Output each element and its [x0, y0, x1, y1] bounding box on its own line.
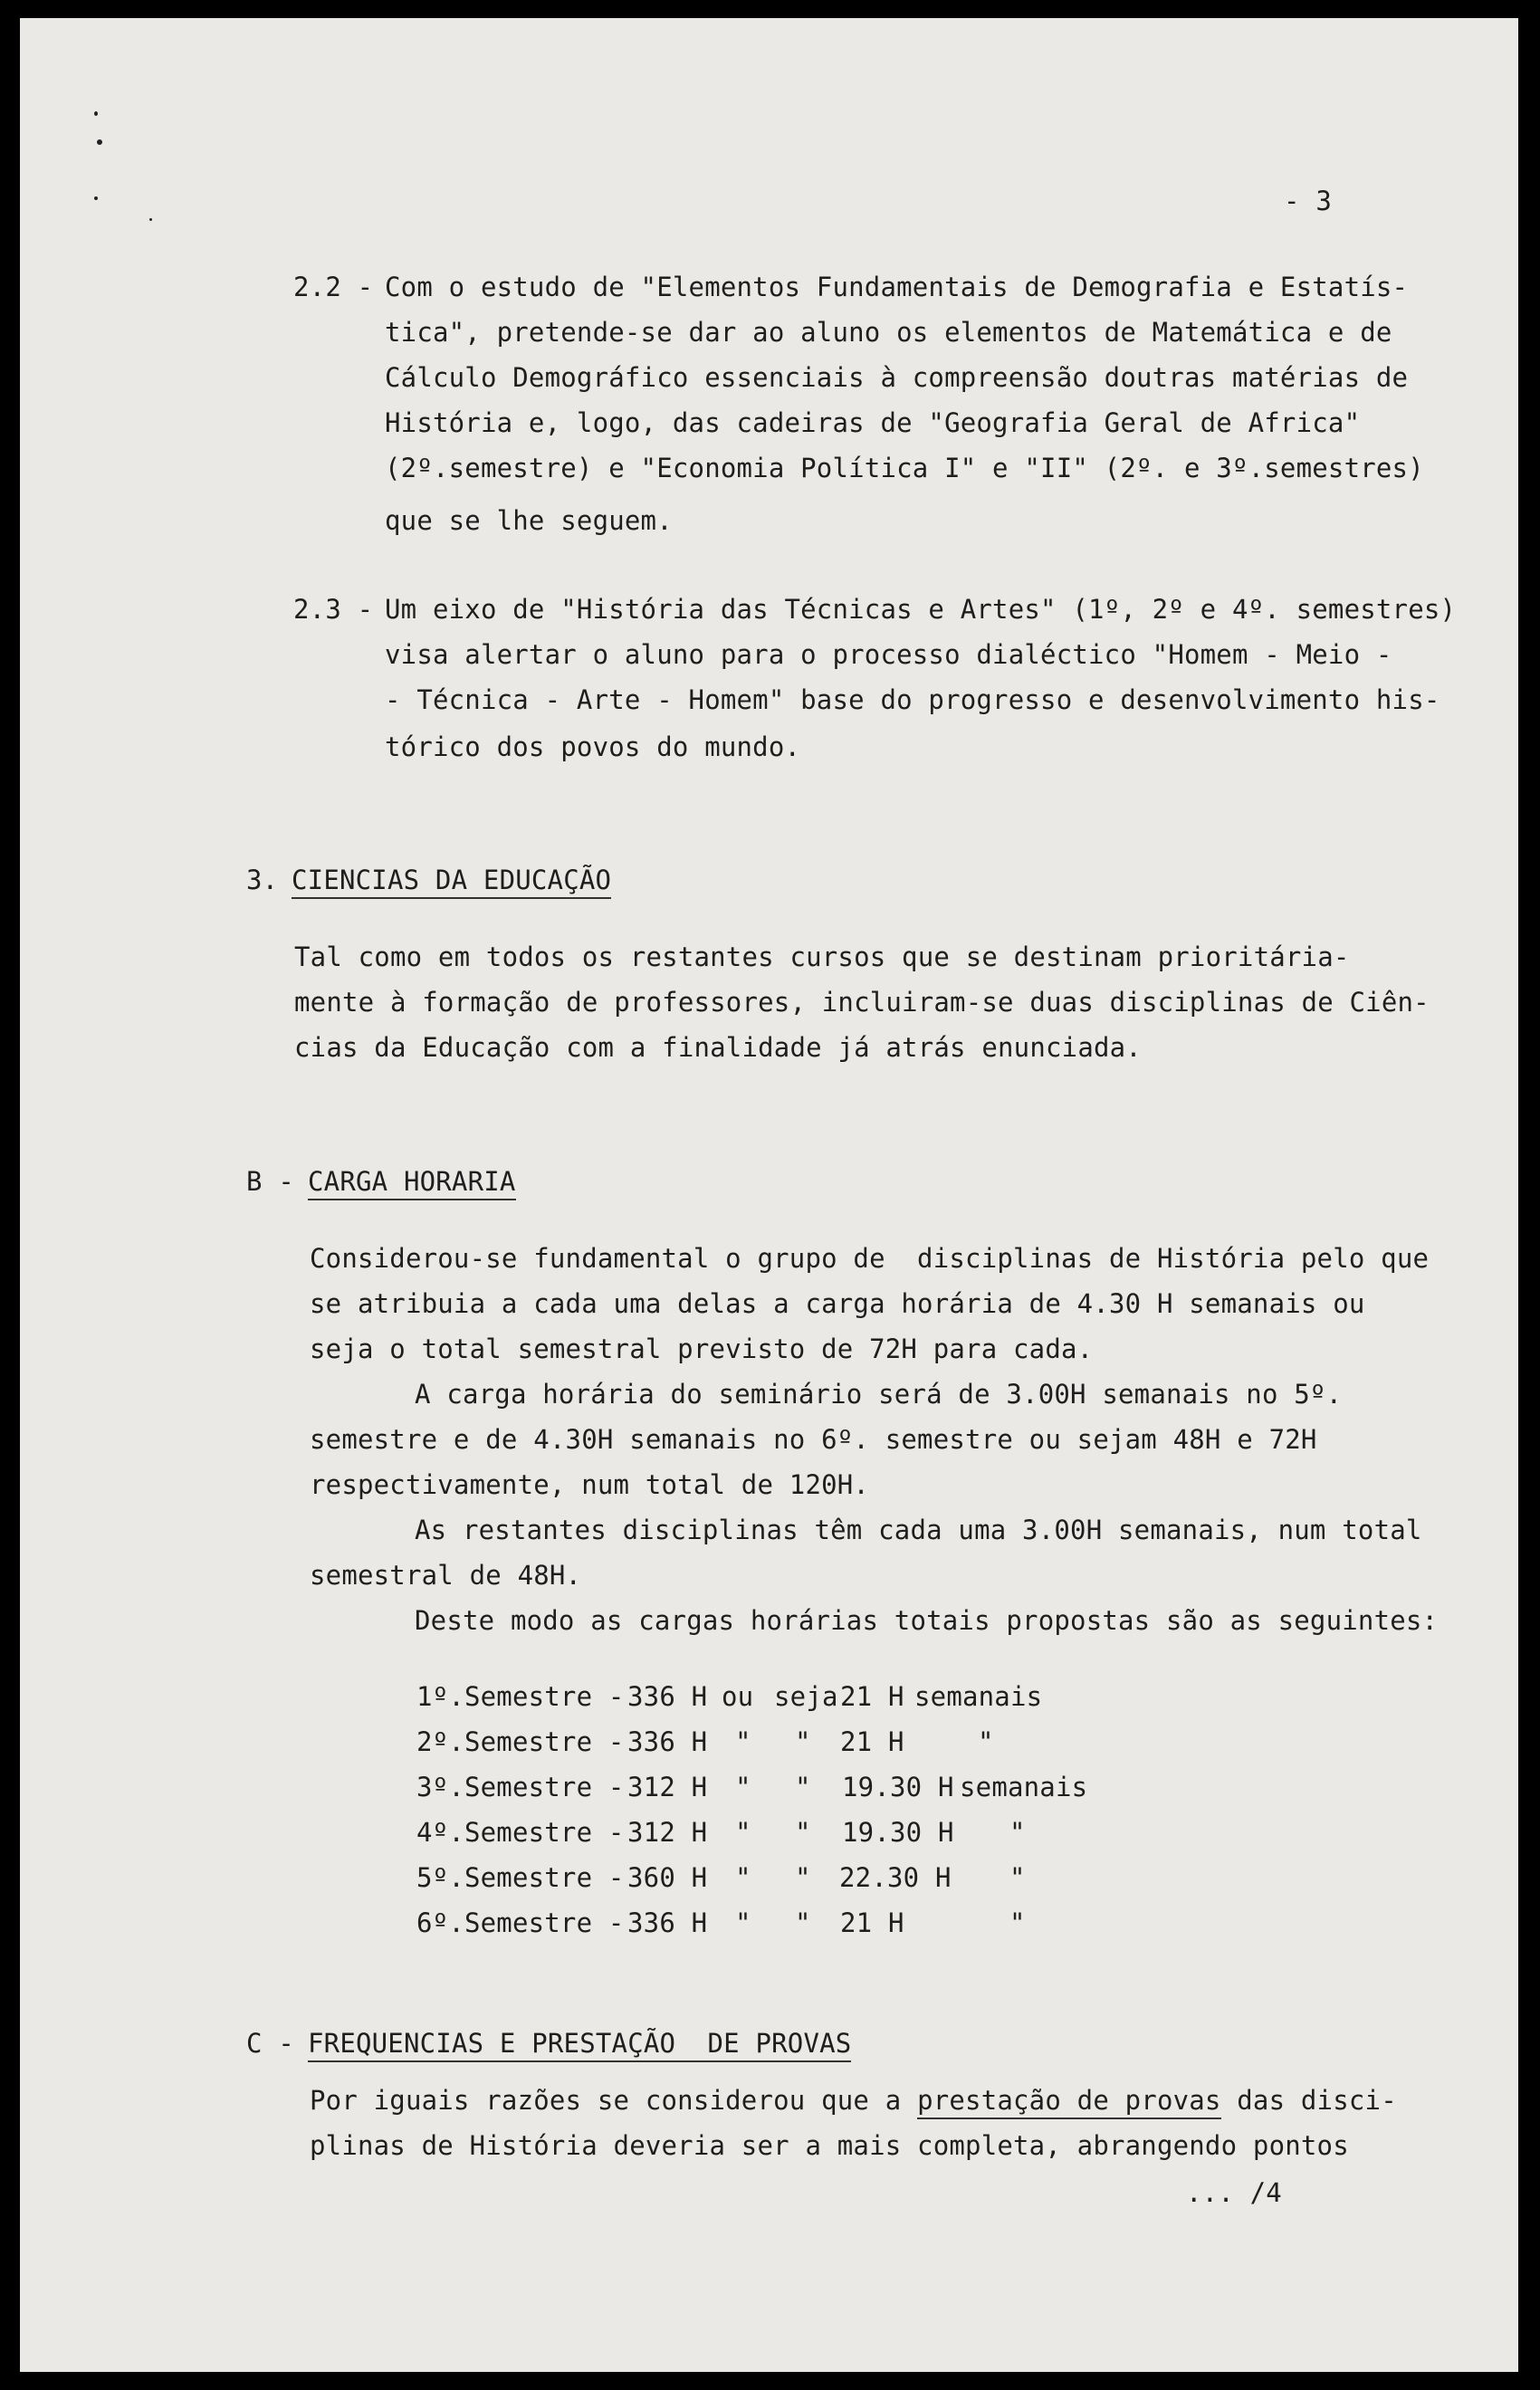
total-hours: 312 H [627, 1817, 708, 1848]
semester-name: 6º.Semestre - [416, 1907, 625, 1938]
paragraph-line: tórico dos povos do mundo. [385, 731, 801, 762]
weekly-hours: 22.30 H [839, 1862, 952, 1893]
semester-name: 4º.Semestre - [416, 1817, 625, 1848]
paragraph-line: Deste modo as cargas horárias totais propostas são as seguintes: [415, 1605, 1439, 1636]
section-b-heading: CARGA HORARIA [308, 1166, 516, 1200]
weekly-unit: " [1009, 1907, 1026, 1938]
weekly-hours: 19.30 H [842, 1772, 954, 1802]
continuation-marker: ... /4 [1186, 2177, 1282, 2208]
total-hours: 336 H [627, 1726, 708, 1757]
section-b-letter: B - [246, 1166, 294, 1197]
paragraph-line: plinas de História deveria ser a mais completa, abrangendo pontos [310, 2130, 1349, 2161]
section-3-heading: CIENCIAS DA EDUCAÇÃO [292, 865, 611, 899]
ditto-2: " [795, 1726, 811, 1757]
section-2-3-label: 2.3 - [293, 594, 374, 625]
semester-name: 1º.Semestre - [416, 1681, 625, 1712]
paragraph-line: Cálculo Demográfico essenciais à compreensão doutras matérias de [385, 362, 1409, 393]
weekly-hours: 19.30 H [842, 1817, 954, 1848]
paragraph-line: - Técnica - Arte - Homem" base do progresso e desenvolvimento his- [385, 684, 1440, 715]
ditto-1: " [735, 1772, 751, 1802]
paragraph-line: cias da Educação com a finalidade já atrás enunciada. [294, 1032, 1142, 1063]
section-c-letter: C - [246, 2028, 294, 2059]
weekly-hours: 21 H [840, 1907, 904, 1938]
ditto-2: seja [774, 1681, 838, 1712]
paragraph-line: tica", pretende-se dar ao aluno os elementos de Matemática e de [385, 317, 1392, 348]
paragraph-line: se atribuia a cada uma delas a carga horária de 4.30 H semanais ou [310, 1288, 1365, 1319]
semester-name: 2º.Semestre - [416, 1726, 625, 1757]
paper-speck [94, 111, 98, 116]
paper-speck [149, 218, 152, 221]
weekly-hours: 21 H [840, 1681, 904, 1712]
semester-name: 5º.Semestre - [416, 1862, 625, 1893]
paragraph-line: Um eixo de "História das Técnicas e Artes" (1º, 2º e 4º. semestres) [385, 594, 1457, 625]
section-c-heading: FREQUENCIAS E PRESTAÇÃO DE PROVAS [308, 2028, 851, 2062]
total-hours: 336 H [627, 1907, 708, 1938]
paper-speck [94, 196, 98, 200]
paragraph-line: semestre e de 4.30H semanais no 6º. semestre ou sejam 48H e 72H [310, 1424, 1317, 1455]
weekly-unit: semanais [960, 1772, 1088, 1802]
paragraph-line: visa alertar o aluno para o processo dialéctico "Homem - Meio - [385, 639, 1392, 670]
ditto-2: " [795, 1907, 811, 1938]
paragraph-line: seja o total semestral previsto de 72H para cada. [310, 1334, 1094, 1364]
section-2-2-label: 2.2 - [293, 272, 374, 302]
weekly-unit: " [978, 1726, 994, 1757]
ditto-1: " [735, 1862, 751, 1893]
paragraph-line: A carga horária do seminário será de 3.00H semanais no 5º. [415, 1379, 1343, 1410]
paragraph-line: (2º.semestre) e "Economia Política I" e "II" (2º. e 3º.semestres) [385, 453, 1424, 483]
paragraph-line: mente à formação de professores, incluiram-se duas disciplinas de Ciên- [294, 987, 1430, 1018]
total-hours: 360 H [627, 1862, 708, 1893]
ditto-1: " [735, 1726, 751, 1757]
paragraph-line: Com o estudo de "Elementos Fundamentais de Demografia e Estatís- [385, 272, 1409, 302]
ditto-2: " [795, 1772, 811, 1802]
total-hours: 336 H [627, 1681, 708, 1712]
underlined-phrase: prestação de provas [917, 2085, 1221, 2119]
paper-speck [97, 139, 102, 145]
text-run: das disci- [1220, 2085, 1397, 2116]
semester-name: 3º.Semestre - [416, 1772, 625, 1802]
paragraph-line: semestral de 48H. [310, 1560, 582, 1591]
paragraph-line: História e, logo, das cadeiras de "Geografia Geral de Africa" [385, 407, 1361, 438]
section-3-number: 3. [246, 865, 279, 895]
weekly-unit: " [1009, 1862, 1026, 1893]
ditto-1: ou [722, 1681, 754, 1712]
text-run: Por iguais razões se considerou que a [310, 2085, 918, 2116]
ditto-1: " [735, 1907, 751, 1938]
weekly-unit: semanais [914, 1681, 1043, 1712]
paragraph-line: respectivamente, num total de 120H. [310, 1469, 870, 1500]
ditto-1: " [735, 1817, 751, 1848]
weekly-unit: " [1009, 1817, 1026, 1848]
paragraph-line [310, 2085, 1397, 2116]
ditto-2: " [795, 1817, 811, 1848]
page-number: - 3 [1284, 186, 1332, 216]
paragraph-line: que se lhe seguem. [385, 505, 673, 536]
ditto-2: " [795, 1862, 811, 1893]
paragraph-line: As restantes disciplinas têm cada uma 3.00H semanais, num total [415, 1515, 1422, 1545]
weekly-hours: 21 H [840, 1726, 904, 1757]
paragraph-line: Considerou-se fundamental o grupo de disciplinas de História pelo que [310, 1243, 1430, 1274]
total-hours: 312 H [627, 1772, 708, 1802]
paragraph-line: Tal como em todos os restantes cursos que se destinam prioritária- [294, 942, 1350, 972]
